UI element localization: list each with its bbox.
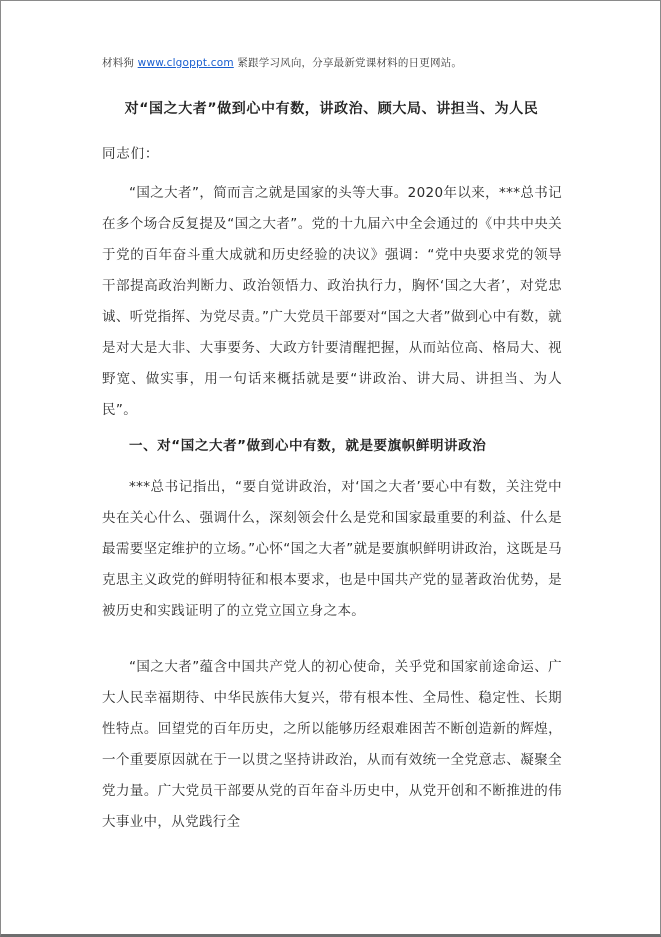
paragraph-1: “国之大者”，简而言之就是国家的头等大事。2020年以来，***总书记在多个场合反复提及“国之大者”。党的十九届六中全会通过的《中共中央关于党的百年奋斗重大成就和历史经验的决议》强调：“党中央要求党的领导干部提高政治判断力、政治领悟力、政治执行力，胸怀‘国之大者’，对党忠诚、听党指挥、为党尽责。”广大党员干部要对“国之大者”做到心中有数，就是对大是大非、大事要务、大政方针要清醒把握，从而站位高、格局大、视野宽、做实事，用一句话来概括就是要“讲政治、讲大局、讲担当、为人民”。 bbox=[102, 185, 562, 418]
header-suffix: 紧跟学习风向，分享最新党课材料的日更网站。 bbox=[237, 57, 463, 69]
document-title: 对“国之大者”做到心中有数，讲政治、顾大局、讲担当、为人民 bbox=[124, 101, 539, 117]
site-link[interactable]: www.clgoppt.com bbox=[137, 57, 234, 69]
greeting: 同志们： bbox=[102, 146, 160, 162]
paragraph-2: ***总书记指出，“要自觉讲政治，对‘国之大者’要心中有数，关注党中央在关心什么、强调什么，深刻领会什么是党和国家最重要的利益、什么是最需要坚定维护的立场。”心怀“国之大者”就是要旗帜鲜明讲政治，这既是马克思主义政党的鲜明特征和根本要求，也是中国共产党的显著政治优势，是被历史和实践证明了的立党立国立身之本。 bbox=[102, 479, 562, 619]
section-heading-1: 一、对“国之大者”做到心中有数，就是要旗帜鲜明讲政治 bbox=[129, 438, 487, 454]
page-header bbox=[102, 55, 462, 70]
header-prefix: 材料狗 bbox=[102, 57, 135, 69]
paragraph-3: “国之大者”蕴含中国共产党人的初心使命，关乎党和国家前途命运、广大人民幸福期待、中华民族伟大复兴，带有根本性、全局性、稳定性、长期性特点。回望党的百年历史，之所以能够历经艰难困苦不断创造新的辉煌，一个重要原因就在于一以贯之坚持讲政治，从而有效统一全党意志、凝聚全党力量。广大党员干部要从党的百年奋斗历史中，从党开创和不断推进的伟大事业中，从党践行全 bbox=[102, 659, 562, 830]
